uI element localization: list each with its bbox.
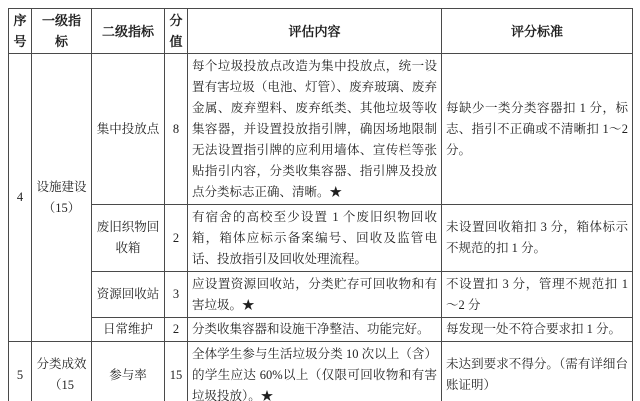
cell-level2-textile-bin: 废旧织物回收箱	[92, 205, 165, 272]
cell-score: 15	[165, 342, 188, 401]
header-col-score: 分值	[165, 9, 188, 54]
cell-score: 2	[165, 205, 188, 272]
cell-level2-recycle-station: 资源回收站	[92, 272, 165, 318]
cell-standard: 每缺少一类分类容器扣 1 分，标志、指引不正确或不清晰扣 1～2 分。	[442, 54, 633, 205]
table-row	[9, 205, 633, 272]
cell-content: 应设置资源回收站，分类贮存可回收物和有害垃圾。★	[188, 272, 442, 318]
cell-content: 每个垃圾投放点改造为集中投放点，统一设置有害垃圾（电池、灯管）、废弃玻璃、废弃金属、废弃塑料、废弃纸类、其他垃圾等收集容器，并设置投放指引牌，确因场地限制无法设置指引牌的应利用墙体、宣传栏等张贴指引内容，分类收集容器、指引牌及投放点分类标志正确、清晰。★	[188, 54, 442, 205]
cell-no-4: 4	[9, 54, 32, 342]
header-col-level2: 二级指标	[92, 9, 165, 54]
header-col-level1: 一级指标	[32, 9, 92, 54]
table-row	[9, 342, 633, 401]
cell-standard: 不设置扣 3 分，管理不规范扣 1～2 分	[442, 272, 633, 318]
cell-standard: 未设置回收箱扣 3 分，箱体标示不规范的扣 1 分。	[442, 205, 633, 272]
cell-level2-daily-maintenance: 日常维护	[92, 318, 165, 342]
header-col-standard: 评分标准	[442, 9, 633, 54]
cell-standard: 未达到要求不得分。（需有详细台账证明）	[442, 342, 633, 401]
cell-level1-effect: 分类成效（15	[32, 342, 92, 401]
cell-score: 8	[165, 54, 188, 205]
cell-standard: 每发现一处不符合要求扣 1 分。	[442, 318, 633, 342]
cell-content: 分类收集容器和设施干净整洁、功能完好。	[188, 318, 442, 342]
header-col-no: 序号	[9, 9, 32, 54]
cell-content: 全体学生参与生活垃圾分类 10 次以上（含）的学生应达 60%以上（仅限可回收物和有害垃圾投放）。★	[188, 342, 442, 401]
cell-level2-centralized-point: 集中投放点	[92, 54, 165, 205]
cell-content: 有宿舍的高校至少设置 1 个废旧织物回收箱，箱体应标示备案编号、回收及监管电话、投放指引及回收处理流程。	[188, 205, 442, 272]
header-col-content: 评估内容	[188, 9, 442, 54]
table-row	[9, 272, 633, 318]
cell-no-5: 5	[9, 342, 32, 401]
table-row	[9, 318, 633, 342]
cell-score: 3	[165, 272, 188, 318]
evaluation-table	[8, 8, 633, 401]
table-row	[9, 54, 633, 205]
header-row	[9, 9, 633, 54]
cell-level1-facility: 设施建设（15）	[32, 54, 92, 342]
cell-level2-participation-rate: 参与率	[92, 342, 165, 401]
cell-score: 2	[165, 318, 188, 342]
